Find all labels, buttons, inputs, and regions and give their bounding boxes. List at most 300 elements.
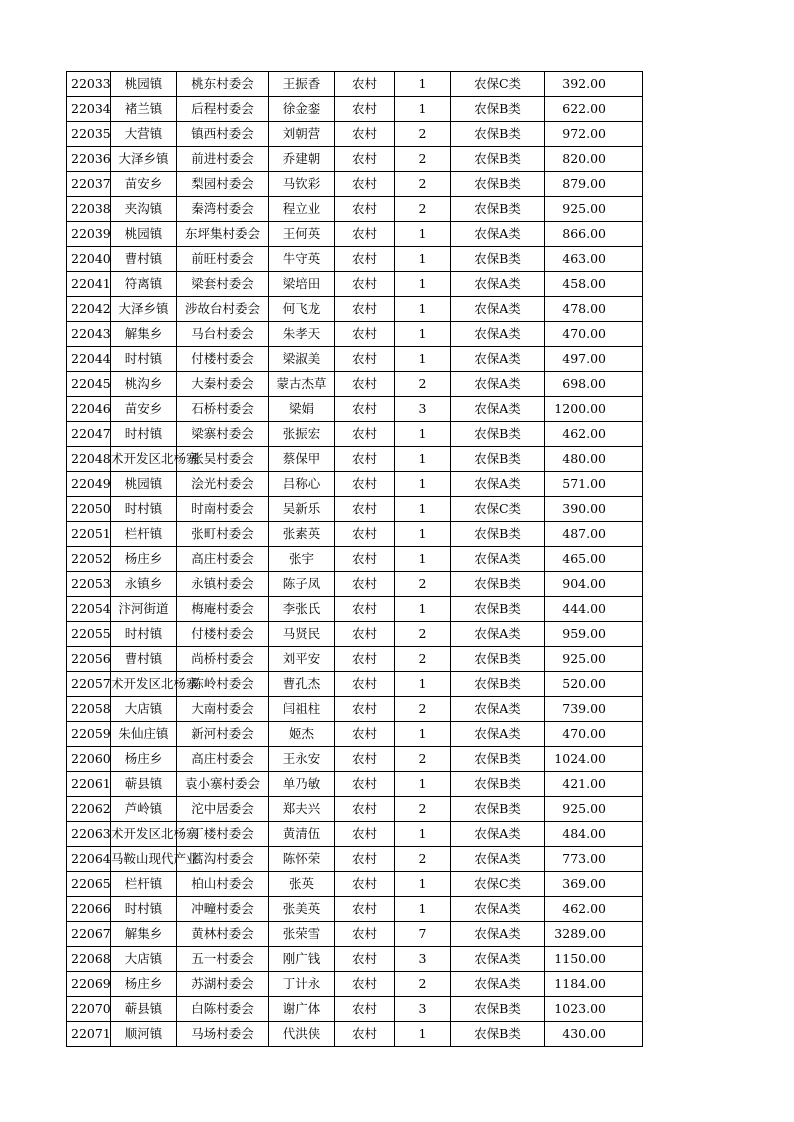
records-body [67,72,643,1047]
village-committee-cell: 马场村委会 [177,1022,269,1047]
insurance-category-cell: 农保A类 [451,222,545,247]
township-cell: 汴河街道 [111,597,177,622]
person-name-cell: 郑夫兴 [269,797,335,822]
township-cell: 术开发区北杨寨 [111,822,177,847]
amount-cell: 458.00 [545,272,643,297]
village-committee-cell: 永镇村委会 [177,572,269,597]
table-row [67,222,643,247]
amount-cell: 1184.00 [545,972,643,997]
village-committee-cell: 付楼村委会 [177,347,269,372]
amount-cell: 571.00 [545,472,643,497]
household-type-cell: 农村 [335,97,395,122]
insurance-category-cell: 农保A类 [451,472,545,497]
township-cell: 大泽乡镇 [111,297,177,322]
township-cell: 符离镇 [111,272,177,297]
person-name-cell: 单乃敏 [269,772,335,797]
insurance-category-cell: 农保C类 [451,72,545,97]
township-cell: 栏杆镇 [111,522,177,547]
record-id-cell: 22036 [67,147,111,172]
member-count-cell: 1 [395,547,451,572]
township-cell: 大营镇 [111,122,177,147]
member-count-cell: 1 [395,722,451,747]
village-committee-cell: 东坪集村委会 [177,222,269,247]
record-id-cell: 22066 [67,897,111,922]
member-count-cell: 2 [395,372,451,397]
record-id-cell: 22071 [67,1022,111,1047]
insurance-category-cell: 农保B类 [451,572,545,597]
insurance-category-cell: 农保A类 [451,372,545,397]
record-id-cell: 22049 [67,472,111,497]
person-name-cell: 程立业 [269,197,335,222]
household-type-cell: 农村 [335,347,395,372]
table-row [67,572,643,597]
member-count-cell: 2 [395,972,451,997]
amount-cell: 904.00 [545,572,643,597]
village-committee-cell: 秦湾村委会 [177,197,269,222]
village-committee-cell: 大秦村委会 [177,372,269,397]
table-row [67,347,643,372]
amount-cell: 478.00 [545,297,643,322]
insurance-category-cell: 农保B类 [451,447,545,472]
village-committee-cell: 尚桥村委会 [177,647,269,672]
person-name-cell: 王何英 [269,222,335,247]
township-cell: 大店镇 [111,947,177,972]
amount-cell: 487.00 [545,522,643,547]
insurance-category-cell: 农保A类 [451,322,545,347]
township-cell: 桃园镇 [111,222,177,247]
table-row [67,122,643,147]
township-cell: 桃园镇 [111,472,177,497]
household-type-cell: 农村 [335,422,395,447]
table-row [67,622,643,647]
table-row [67,822,643,847]
table-row [67,272,643,297]
person-name-cell: 蔡保甲 [269,447,335,472]
insurance-category-cell: 农保C类 [451,872,545,897]
household-type-cell: 农村 [335,822,395,847]
member-count-cell: 2 [395,747,451,772]
table-row [67,472,643,497]
person-name-cell: 刘朝营 [269,122,335,147]
township-cell: 时村镇 [111,897,177,922]
household-type-cell: 农村 [335,597,395,622]
record-id-cell: 22058 [67,697,111,722]
amount-cell: 866.00 [545,222,643,247]
person-name-cell: 张宇 [269,547,335,572]
table-row [67,322,643,347]
township-cell: 蕲县镇 [111,997,177,1022]
household-type-cell: 农村 [335,797,395,822]
village-committee-cell: 梅庵村委会 [177,597,269,622]
member-count-cell: 1 [395,497,451,522]
insurance-category-cell: 农保B类 [451,1022,545,1047]
amount-cell: 465.00 [545,547,643,572]
village-committee-cell: 冲疃村委会 [177,897,269,922]
village-committee-cell: 涉故台村委会 [177,297,269,322]
township-cell: 朱仙庄镇 [111,722,177,747]
record-id-cell: 22065 [67,872,111,897]
household-type-cell: 农村 [335,647,395,672]
person-name-cell: 张英 [269,872,335,897]
record-id-cell: 22045 [67,372,111,397]
person-name-cell: 蒙古杰草 [269,372,335,397]
household-type-cell: 农村 [335,872,395,897]
member-count-cell: 7 [395,922,451,947]
person-name-cell: 李张氏 [269,597,335,622]
amount-cell: 739.00 [545,697,643,722]
person-name-cell: 张荣雪 [269,922,335,947]
table-row [67,1022,643,1047]
insurance-category-cell: 农保B类 [451,797,545,822]
person-name-cell: 姬杰 [269,722,335,747]
amount-cell: 959.00 [545,622,643,647]
record-id-cell: 22041 [67,272,111,297]
table-row [67,897,643,922]
household-type-cell: 农村 [335,72,395,97]
record-id-cell: 22047 [67,422,111,447]
person-name-cell: 代洪侠 [269,1022,335,1047]
amount-cell: 925.00 [545,647,643,672]
insurance-category-cell: 农保B类 [451,197,545,222]
village-committee-cell: 前旺村委会 [177,247,269,272]
township-cell: 桃沟乡 [111,372,177,397]
table-row [67,697,643,722]
amount-cell: 390.00 [545,497,643,522]
person-name-cell: 刚广钱 [269,947,335,972]
amount-cell: 462.00 [545,897,643,922]
member-count-cell: 1 [395,297,451,322]
township-cell: 时村镇 [111,422,177,447]
person-name-cell: 曹孔杰 [269,672,335,697]
village-committee-cell: 梁寨村委会 [177,422,269,447]
village-committee-cell: 前进村委会 [177,147,269,172]
table-row [67,922,643,947]
household-type-cell: 农村 [335,472,395,497]
village-committee-cell: 石桥村委会 [177,397,269,422]
amount-cell: 925.00 [545,197,643,222]
township-cell: 大店镇 [111,697,177,722]
record-id-cell: 22039 [67,222,111,247]
person-name-cell: 张素英 [269,522,335,547]
table-row [67,647,643,672]
amount-cell: 463.00 [545,247,643,272]
person-name-cell: 黄清伍 [269,822,335,847]
amount-cell: 470.00 [545,722,643,747]
member-count-cell: 2 [395,847,451,872]
table-row [67,747,643,772]
township-cell: 曹村镇 [111,647,177,672]
amount-cell: 879.00 [545,172,643,197]
township-cell: 顺河镇 [111,1022,177,1047]
record-id-cell: 22040 [67,247,111,272]
township-cell: 时村镇 [111,347,177,372]
amount-cell: 1023.00 [545,997,643,1022]
table-row [67,947,643,972]
record-id-cell: 22069 [67,972,111,997]
household-type-cell: 农村 [335,197,395,222]
insurance-category-cell: 农保A类 [451,697,545,722]
village-committee-cell: 黄林村委会 [177,922,269,947]
person-name-cell: 张振宏 [269,422,335,447]
member-count-cell: 1 [395,97,451,122]
amount-cell: 470.00 [545,322,643,347]
township-cell: 解集乡 [111,322,177,347]
member-count-cell: 2 [395,697,451,722]
household-type-cell: 农村 [335,997,395,1022]
household-type-cell: 农村 [335,247,395,272]
table-row [67,847,643,872]
member-count-cell: 2 [395,197,451,222]
person-name-cell: 刘平安 [269,647,335,672]
member-count-cell: 2 [395,622,451,647]
table-row [67,522,643,547]
member-count-cell: 2 [395,122,451,147]
member-count-cell: 2 [395,572,451,597]
insurance-category-cell: 农保B类 [451,747,545,772]
amount-cell: 972.00 [545,122,643,147]
insurance-category-cell: 农保A类 [451,847,545,872]
record-id-cell: 22046 [67,397,111,422]
household-type-cell: 农村 [335,1022,395,1047]
record-id-cell: 22048 [67,447,111,472]
amount-cell: 820.00 [545,147,643,172]
township-cell: 杨庄乡 [111,747,177,772]
township-cell: 大泽乡镇 [111,147,177,172]
record-id-cell: 22070 [67,997,111,1022]
village-committee-cell: 后程村委会 [177,97,269,122]
record-id-cell: 22042 [67,297,111,322]
record-id-cell: 22033 [67,72,111,97]
record-id-cell: 22038 [67,197,111,222]
person-name-cell: 王永安 [269,747,335,772]
insurance-category-cell: 农保B类 [451,247,545,272]
village-committee-cell: 桃东村委会 [177,72,269,97]
insurance-category-cell: 农保A类 [451,722,545,747]
member-count-cell: 1 [395,597,451,622]
person-name-cell: 乔建朝 [269,147,335,172]
township-cell: 栏杆镇 [111,872,177,897]
amount-cell: 520.00 [545,672,643,697]
insurance-category-cell: 农保B类 [451,772,545,797]
village-committee-cell: 镇西村委会 [177,122,269,147]
record-id-cell: 22037 [67,172,111,197]
person-name-cell: 吕称心 [269,472,335,497]
township-cell: 永镇乡 [111,572,177,597]
township-cell: 马鞍山现代产业 [111,847,177,872]
insurance-category-cell: 农保B类 [451,422,545,447]
village-committee-cell: 沱中居委会 [177,797,269,822]
member-count-cell: 1 [395,672,451,697]
household-type-cell: 农村 [335,722,395,747]
household-type-cell: 农村 [335,847,395,872]
table-row [67,972,643,997]
amount-cell: 369.00 [545,872,643,897]
household-type-cell: 农村 [335,547,395,572]
amount-cell: 421.00 [545,772,643,797]
person-name-cell: 陈怀荣 [269,847,335,872]
amount-cell: 497.00 [545,347,643,372]
record-id-cell: 22057 [67,672,111,697]
village-committee-cell: 梨园村委会 [177,172,269,197]
household-type-cell: 农村 [335,172,395,197]
member-count-cell: 1 [395,272,451,297]
record-id-cell: 22043 [67,322,111,347]
amount-cell: 1150.00 [545,947,643,972]
person-name-cell: 梁淑美 [269,347,335,372]
member-count-cell: 1 [395,822,451,847]
township-cell: 曹村镇 [111,247,177,272]
person-name-cell: 张美英 [269,897,335,922]
insurance-category-cell: 农保A类 [451,397,545,422]
household-type-cell: 农村 [335,497,395,522]
amount-cell: 484.00 [545,822,643,847]
household-type-cell: 农村 [335,697,395,722]
member-count-cell: 3 [395,947,451,972]
amount-cell: 392.00 [545,72,643,97]
person-name-cell: 梁娟 [269,397,335,422]
household-type-cell: 农村 [335,897,395,922]
record-id-cell: 22064 [67,847,111,872]
township-cell: 时村镇 [111,497,177,522]
village-committee-cell: 大南村委会 [177,697,269,722]
person-name-cell: 马贤民 [269,622,335,647]
table-row [67,997,643,1022]
member-count-cell: 1 [395,422,451,447]
township-cell: 杨庄乡 [111,547,177,572]
household-type-cell: 农村 [335,372,395,397]
table-row [67,547,643,572]
household-type-cell: 农村 [335,772,395,797]
table-row [67,297,643,322]
household-type-cell: 农村 [335,747,395,772]
member-count-cell: 1 [395,522,451,547]
record-id-cell: 22035 [67,122,111,147]
insurance-category-cell: 农保C类 [451,497,545,522]
person-name-cell: 马钦彩 [269,172,335,197]
household-type-cell: 农村 [335,147,395,172]
village-committee-cell: 袁小寨村委会 [177,772,269,797]
person-name-cell: 陈子凤 [269,572,335,597]
record-id-cell: 22063 [67,822,111,847]
person-name-cell: 朱孝天 [269,322,335,347]
person-name-cell: 丁计永 [269,972,335,997]
household-type-cell: 农村 [335,447,395,472]
township-cell: 术开发区北杨寨 [111,447,177,472]
village-committee-cell: 高庄村委会 [177,547,269,572]
village-committee-cell: 梁套村委会 [177,272,269,297]
table-row [67,722,643,747]
insurance-category-cell: 农保B类 [451,647,545,672]
member-count-cell: 1 [395,322,451,347]
village-committee-cell: 丁楼村委会 [177,822,269,847]
village-committee-cell: 高庄村委会 [177,747,269,772]
table-row [67,447,643,472]
village-committee-cell: 陈岭村委会 [177,672,269,697]
table-row [67,147,643,172]
amount-cell: 3289.00 [545,922,643,947]
record-id-cell: 22059 [67,722,111,747]
person-name-cell: 徐金銮 [269,97,335,122]
record-id-cell: 22060 [67,747,111,772]
village-committee-cell: 张吴村委会 [177,447,269,472]
insurance-category-cell: 农保A类 [451,272,545,297]
insurance-category-cell: 农保A类 [451,897,545,922]
record-id-cell: 22050 [67,497,111,522]
member-count-cell: 3 [395,397,451,422]
insurance-category-cell: 农保A类 [451,347,545,372]
village-committee-cell: 时南村委会 [177,497,269,522]
insurance-category-cell: 农保B类 [451,672,545,697]
insurance-category-cell: 农保B类 [451,172,545,197]
table-row [67,772,643,797]
member-count-cell: 1 [395,772,451,797]
table-row [67,497,643,522]
table-row [67,197,643,222]
household-type-cell: 农村 [335,297,395,322]
amount-cell: 1200.00 [545,397,643,422]
table-row [67,397,643,422]
household-type-cell: 农村 [335,122,395,147]
township-cell: 时村镇 [111,622,177,647]
member-count-cell: 1 [395,447,451,472]
records-table [66,71,643,1047]
member-count-cell: 3 [395,997,451,1022]
village-committee-cell: 付楼村委会 [177,622,269,647]
table-row [67,172,643,197]
insurance-category-cell: 农保B类 [451,147,545,172]
record-id-cell: 22044 [67,347,111,372]
township-cell: 褚兰镇 [111,97,177,122]
table-row [67,97,643,122]
table-row [67,247,643,272]
member-count-cell: 1 [395,222,451,247]
household-type-cell: 农村 [335,522,395,547]
member-count-cell: 2 [395,172,451,197]
record-id-cell: 22053 [67,572,111,597]
household-type-cell: 农村 [335,322,395,347]
person-name-cell: 谢广体 [269,997,335,1022]
record-id-cell: 22056 [67,647,111,672]
township-cell: 蕲县镇 [111,772,177,797]
table-row [67,422,643,447]
person-name-cell: 何飞龙 [269,297,335,322]
amount-cell: 925.00 [545,797,643,822]
village-committee-cell: 五一村委会 [177,947,269,972]
member-count-cell: 1 [395,472,451,497]
insurance-category-cell: 农保B类 [451,597,545,622]
township-cell: 苗安乡 [111,397,177,422]
person-name-cell: 王振香 [269,72,335,97]
household-type-cell: 农村 [335,947,395,972]
insurance-category-cell: 农保A类 [451,822,545,847]
insurance-category-cell: 农保A类 [451,297,545,322]
insurance-category-cell: 农保A类 [451,972,545,997]
insurance-category-cell: 农保A类 [451,947,545,972]
member-count-cell: 1 [395,347,451,372]
insurance-category-cell: 农保B类 [451,97,545,122]
person-name-cell: 闫祖柱 [269,697,335,722]
table-row [67,797,643,822]
member-count-cell: 2 [395,647,451,672]
household-type-cell: 农村 [335,572,395,597]
village-committee-cell: 张町村委会 [177,522,269,547]
amount-cell: 698.00 [545,372,643,397]
insurance-category-cell: 农保A类 [451,622,545,647]
household-type-cell: 农村 [335,972,395,997]
amount-cell: 430.00 [545,1022,643,1047]
village-committee-cell: 马台村委会 [177,322,269,347]
table-row [67,372,643,397]
